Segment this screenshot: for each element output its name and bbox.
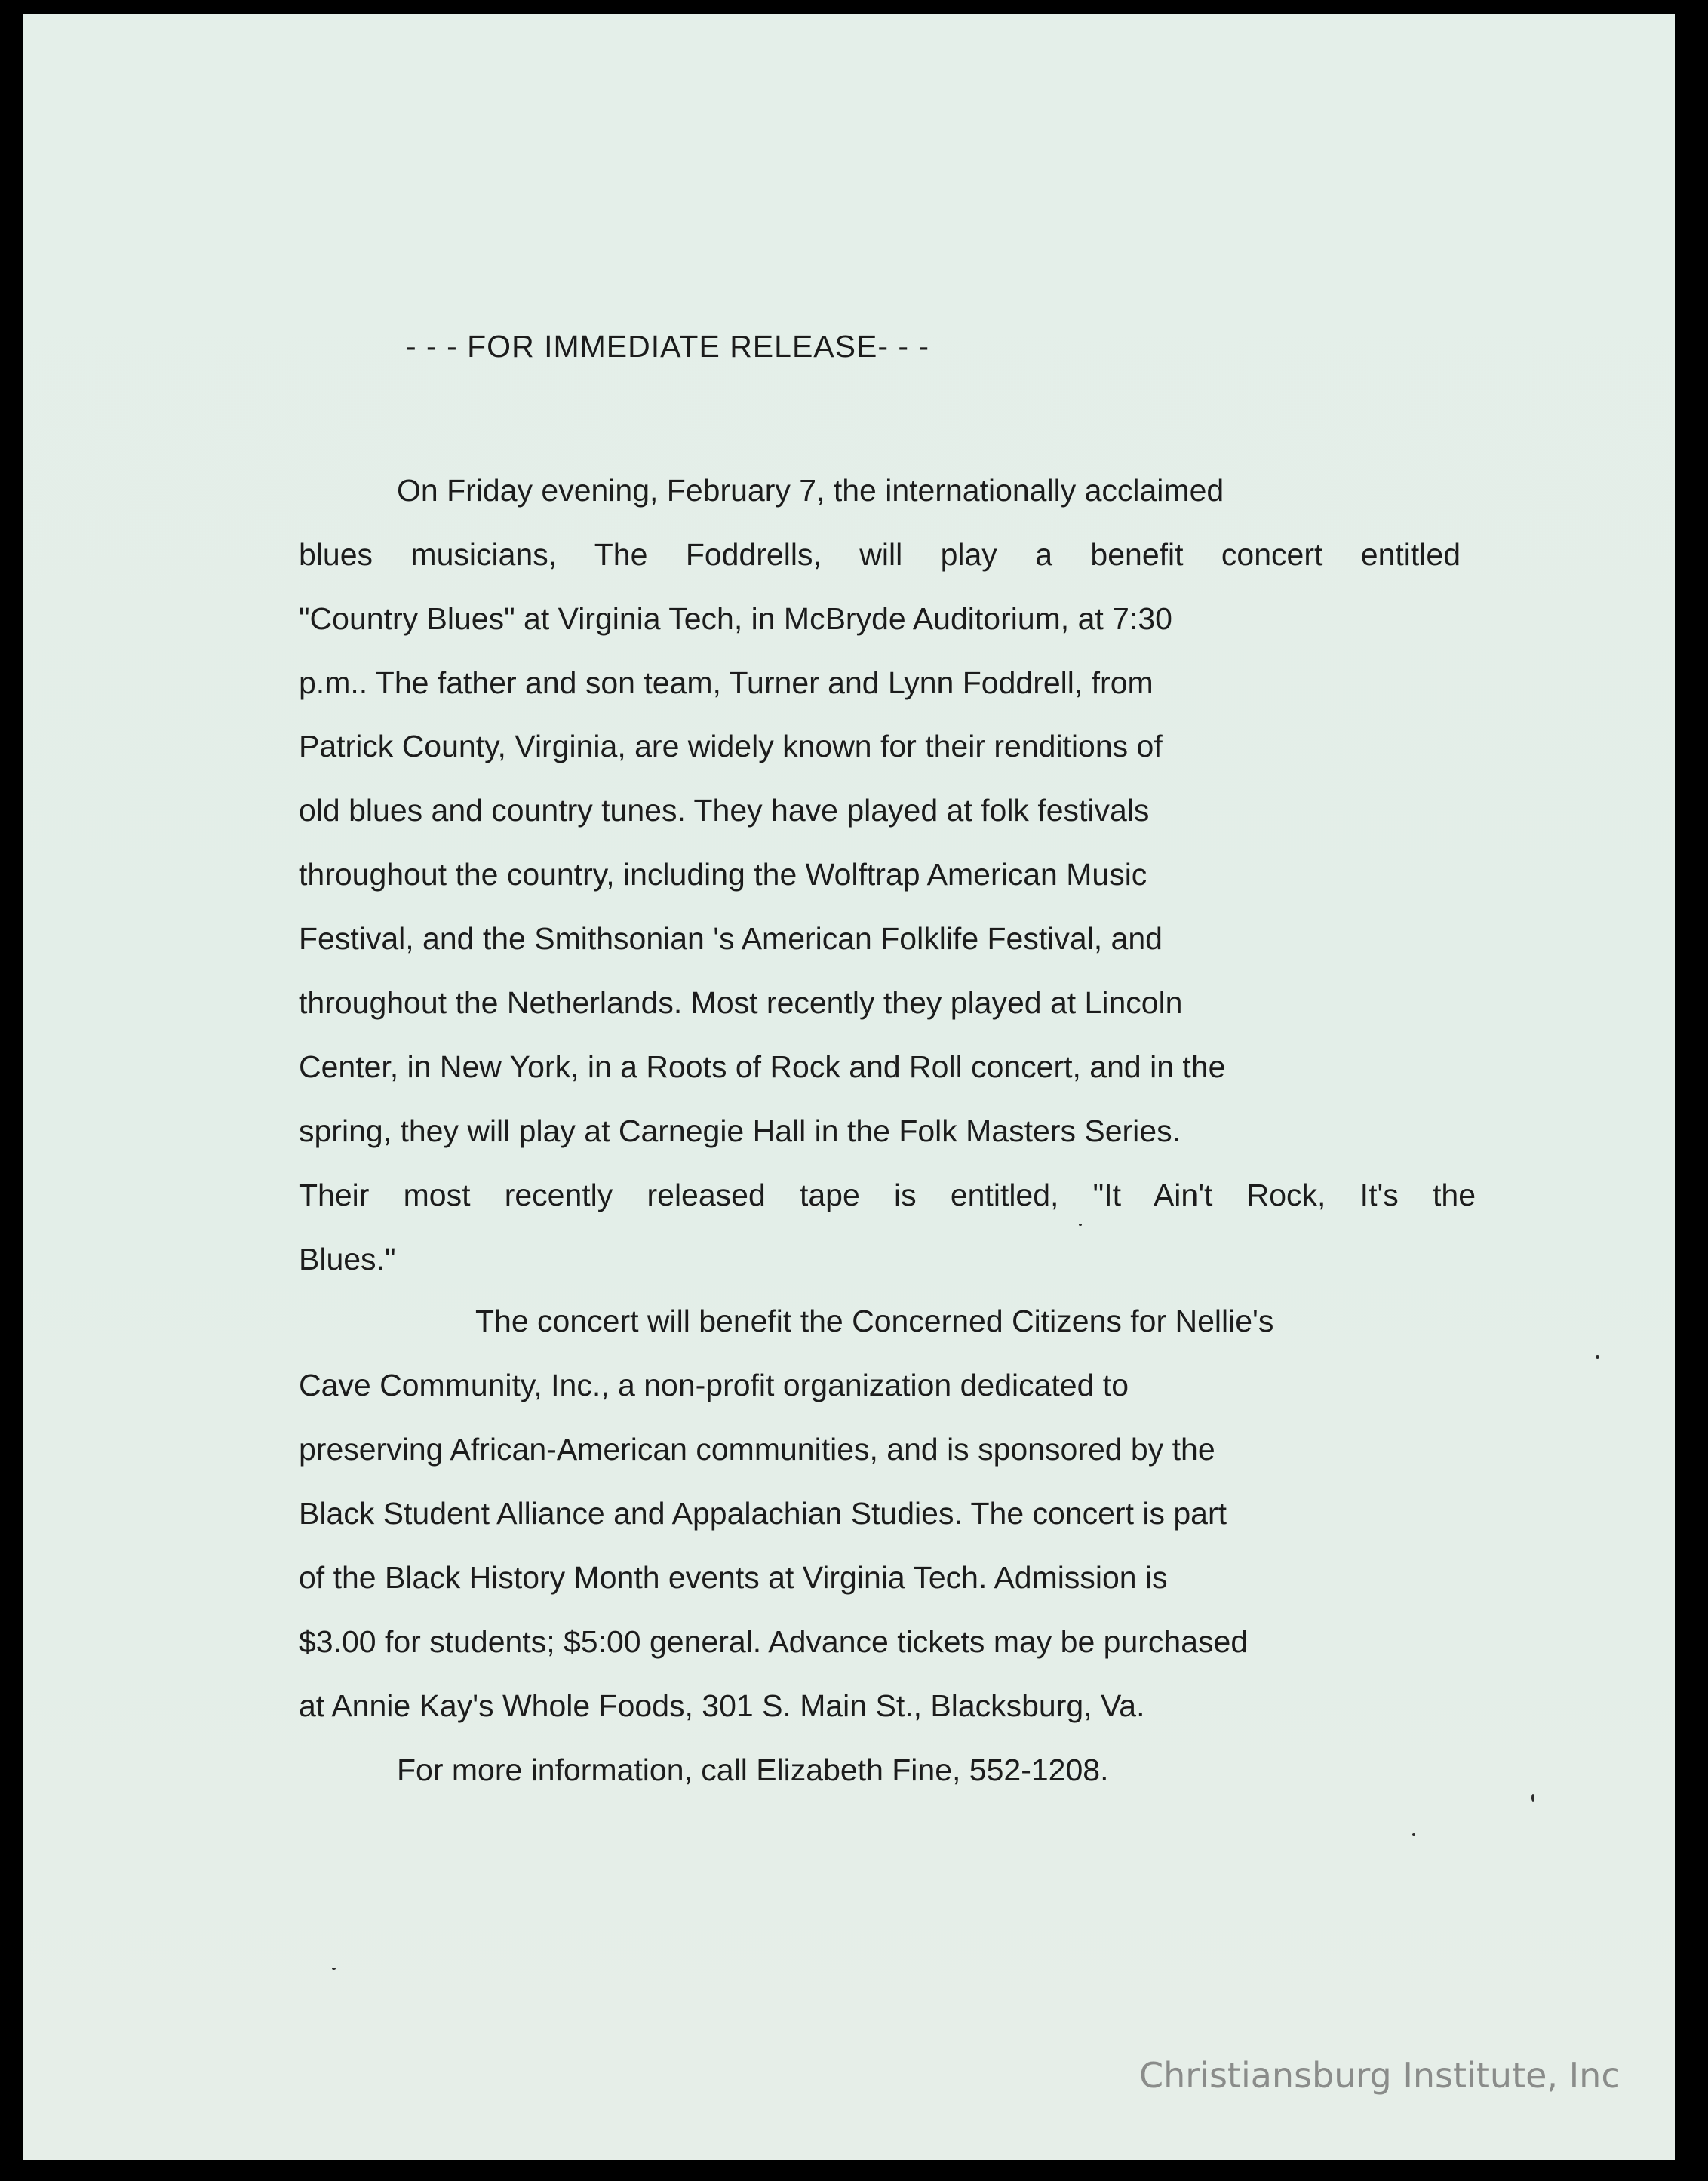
scan-speck (1596, 1355, 1599, 1359)
body-line: The concert will benefit the Concerned Citizens for Nellie's (475, 1304, 1274, 1338)
scan-speck (1079, 1224, 1082, 1226)
scan-speck (332, 1968, 336, 1970)
body-line: Festival, and the Smithsonian 's American Folklife Festival, and (299, 921, 1163, 956)
body-line: p.m.. The father and son team, Turner and Lynn Foddrell, from (299, 665, 1154, 700)
body-line: Cave Community, Inc., a non-profit organization dedicated to (299, 1368, 1129, 1402)
body-line: spring, they will play at Carnegie Hall in the Folk Masters Series. (299, 1114, 1181, 1148)
body-line: preserving African-American communities, and is sponsored by the (299, 1432, 1215, 1467)
scan-speck (1412, 1833, 1415, 1836)
watermark: Christiansburg Institute, Inc (1139, 2055, 1620, 2096)
body-line: of the Black History Month events at Virginia Tech. Admission is (299, 1560, 1168, 1595)
body-line: Black Student Alliance and Appalachian Studies. The concert is part (299, 1496, 1227, 1531)
body-line: $3.00 for students; $5:00 general. Advance tickets may be purchased (299, 1624, 1249, 1659)
body-line: Their most recently released tape is entitled, "It Ain't Rock, It's the (299, 1178, 1476, 1212)
body-line: "Country Blues" at Virginia Tech, in McBryde Auditorium, at 7:30 (299, 601, 1172, 636)
body-line: throughout the country, including the Wolftrap American Music (299, 857, 1147, 892)
body-line: Blues." (299, 1242, 396, 1276)
body-line: Patrick County, Virginia, are widely known for their renditions of (299, 729, 1163, 763)
body-line: throughout the Netherlands. Most recently they played at Lincoln (299, 985, 1183, 1020)
body-line: at Annie Kay's Whole Foods, 301 S. Main St., Blacksburg, Va. (299, 1688, 1145, 1723)
document-page (23, 14, 1675, 2160)
scan-speck (1531, 1794, 1534, 1802)
release-heading: - - - FOR IMMEDIATE RELEASE- - - (406, 329, 930, 364)
body-line: Center, in New York, in a Roots of Rock and Roll concert, and in the (299, 1049, 1226, 1084)
body-line: blues musicians, The Foddrells, will play a benefit concert entitled (299, 537, 1461, 572)
body-line: old blues and country tunes. They have played at folk festivals (299, 793, 1150, 828)
contact-line: For more information, call Elizabeth Fine, 552-1208. (397, 1752, 1109, 1787)
body-line: On Friday evening, February 7, the internationally acclaimed (397, 473, 1224, 508)
